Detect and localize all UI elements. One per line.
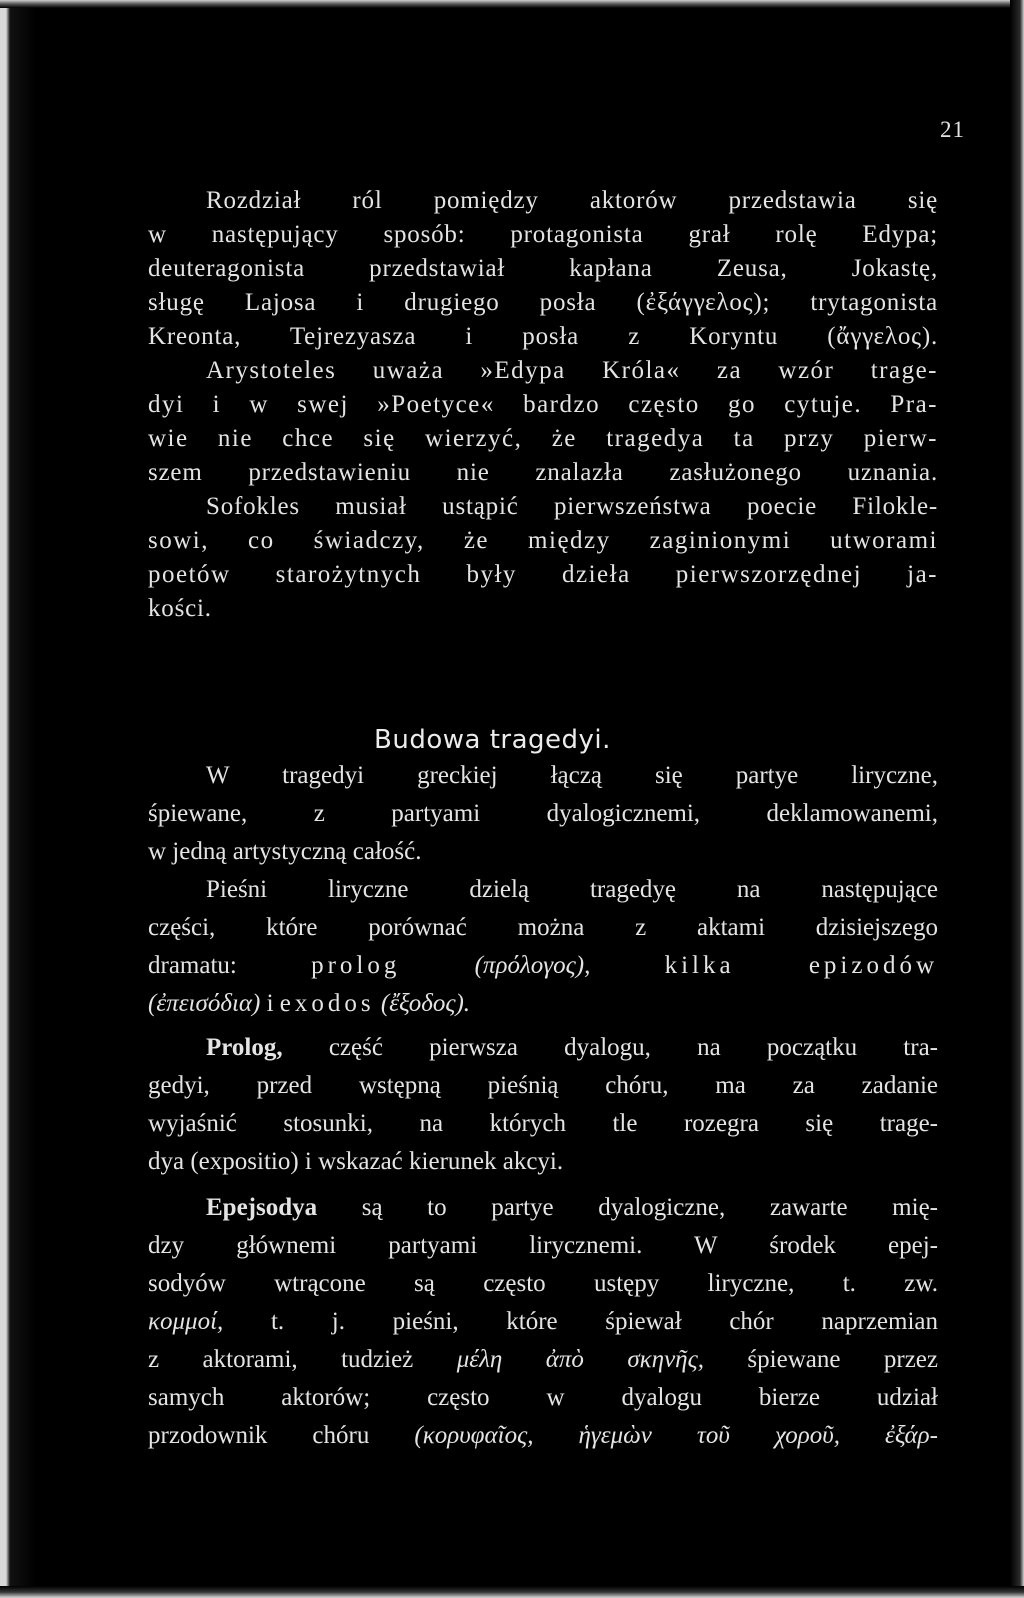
scan-top-edge <box>0 0 1024 8</box>
section-2-text <box>148 757 938 1455</box>
text-line: Arystoteles uważa »Edypa Króla« za wzór trage- <box>206 357 938 384</box>
text-line: Pieśni liryczne dzielą tragedyę na następujące <box>206 876 938 903</box>
spaced-term: prolog <box>311 952 401 979</box>
text-line: dzy głównemi partyami lirycznemi. W środek epej- <box>148 1232 938 1259</box>
text-line: dyi i w swej »Poetyce« bardzo często go cytuje. Pra- <box>148 391 938 418</box>
bold-term: Epejsodya <box>206 1194 318 1221</box>
text-fragment: t. j. pieśni, które śpiewał chór naprzemian <box>270 1308 938 1335</box>
scan-bottom-edge <box>0 1586 1024 1598</box>
greek-term: (κορυφαῖος, ἡγεμὼν τοῦ χοροῦ, ἐξάρ- <box>414 1422 938 1449</box>
text-line: kości. <box>148 595 212 622</box>
text-line: Rozdział ról pomiędzy aktorów przedstawia się <box>206 187 938 214</box>
text-line: części, które porównać można z aktami dzisiejszego <box>148 914 938 941</box>
text-line: szem przedstawieniu nie znalazła zasłużonego uznania. <box>148 459 938 486</box>
text-line: wie nie chce się wierzyć, że tragedya ta przy pierw- <box>148 425 938 452</box>
text-line: sługę Lajosa i drugiego posła (ἐξάγγελος); trytagonista <box>148 289 938 316</box>
text-fragment: z aktorami, tudzież <box>148 1346 414 1373</box>
text-fragment: przodownik chóru <box>148 1422 370 1449</box>
greek-term: κομμοί, <box>148 1308 224 1335</box>
text-fragment: i <box>266 990 274 1017</box>
text-line <box>148 985 938 1023</box>
text-line <box>148 1189 938 1227</box>
text-line: wyjaśnić stosunki, na których tle rozegra się trage- <box>148 1110 938 1137</box>
greek-term: (ἐπεισόδια) <box>148 990 261 1017</box>
text-line: samych aktorów; często w dyalogu bierze udział <box>148 1384 938 1411</box>
greek-term: μέλη ἀπὸ σκηνῆς, <box>456 1346 704 1373</box>
text-line: poetów starożytnych były dzieła pierwszorzędnej ja- <box>148 561 938 588</box>
spaced-term: epizodów <box>808 952 939 979</box>
text-line: sowi, co świadczy, że między zaginionymi utworami <box>148 527 938 554</box>
spaced-term: exodos <box>279 990 375 1017</box>
page-number: 21 <box>940 117 965 142</box>
text-fragment: są to partye dyalogiczne, zawarte mię- <box>361 1194 938 1221</box>
text-line: deuteragonista przedstawiał kapłana Zeusa, Jokastę, <box>148 255 938 282</box>
text-line <box>148 1029 938 1067</box>
text-line <box>148 1417 938 1455</box>
text-line: w jedną artystyczną całość. <box>148 838 422 865</box>
text-fragment: dramatu: <box>148 952 237 979</box>
spaced-term: kilka <box>664 952 735 979</box>
text-line: gedyi, przed wstępną pieśnią chóru, ma za zadanie <box>148 1072 938 1099</box>
greek-term: (πρόλογος), <box>474 952 591 979</box>
text-fragment: śpiewane przez <box>747 1346 938 1373</box>
section-heading: Budowa tragedyi. <box>374 725 611 755</box>
greek-term: (ἔξοδος). <box>380 990 471 1017</box>
text-line <box>148 947 938 985</box>
text-line: dya (expositio) i wskazać kierunek akcyi. <box>148 1148 564 1175</box>
text-line <box>148 1341 938 1379</box>
text-line: W tragedyi greckiej łączą się partye liryczne, <box>206 762 938 789</box>
bold-term: Prolog, <box>206 1034 283 1061</box>
text-line: Kreonta, Tejrezyasza i posła z Koryntu (ἄγγελος). <box>148 323 938 350</box>
text-line: w następujący sposób: protagonista grał rolę Edypa; <box>148 221 938 248</box>
text-fragment: część pierwsza dyalogu, na początku tra- <box>328 1034 938 1061</box>
text-line: Sofokles musiał ustąpić pierwszeństwa poecie Filokle- <box>206 493 938 520</box>
section-1-text <box>148 184 938 626</box>
scan-right-edge <box>1010 0 1024 1598</box>
scan-left-edge <box>0 0 36 1598</box>
text-line: sodyów wtrącone są często ustępy liryczne, t. zw. <box>148 1270 938 1297</box>
text-line <box>148 1303 938 1341</box>
text-line: śpiewane, z partyami dyalogicznemi, deklamowanemi, <box>148 800 938 827</box>
